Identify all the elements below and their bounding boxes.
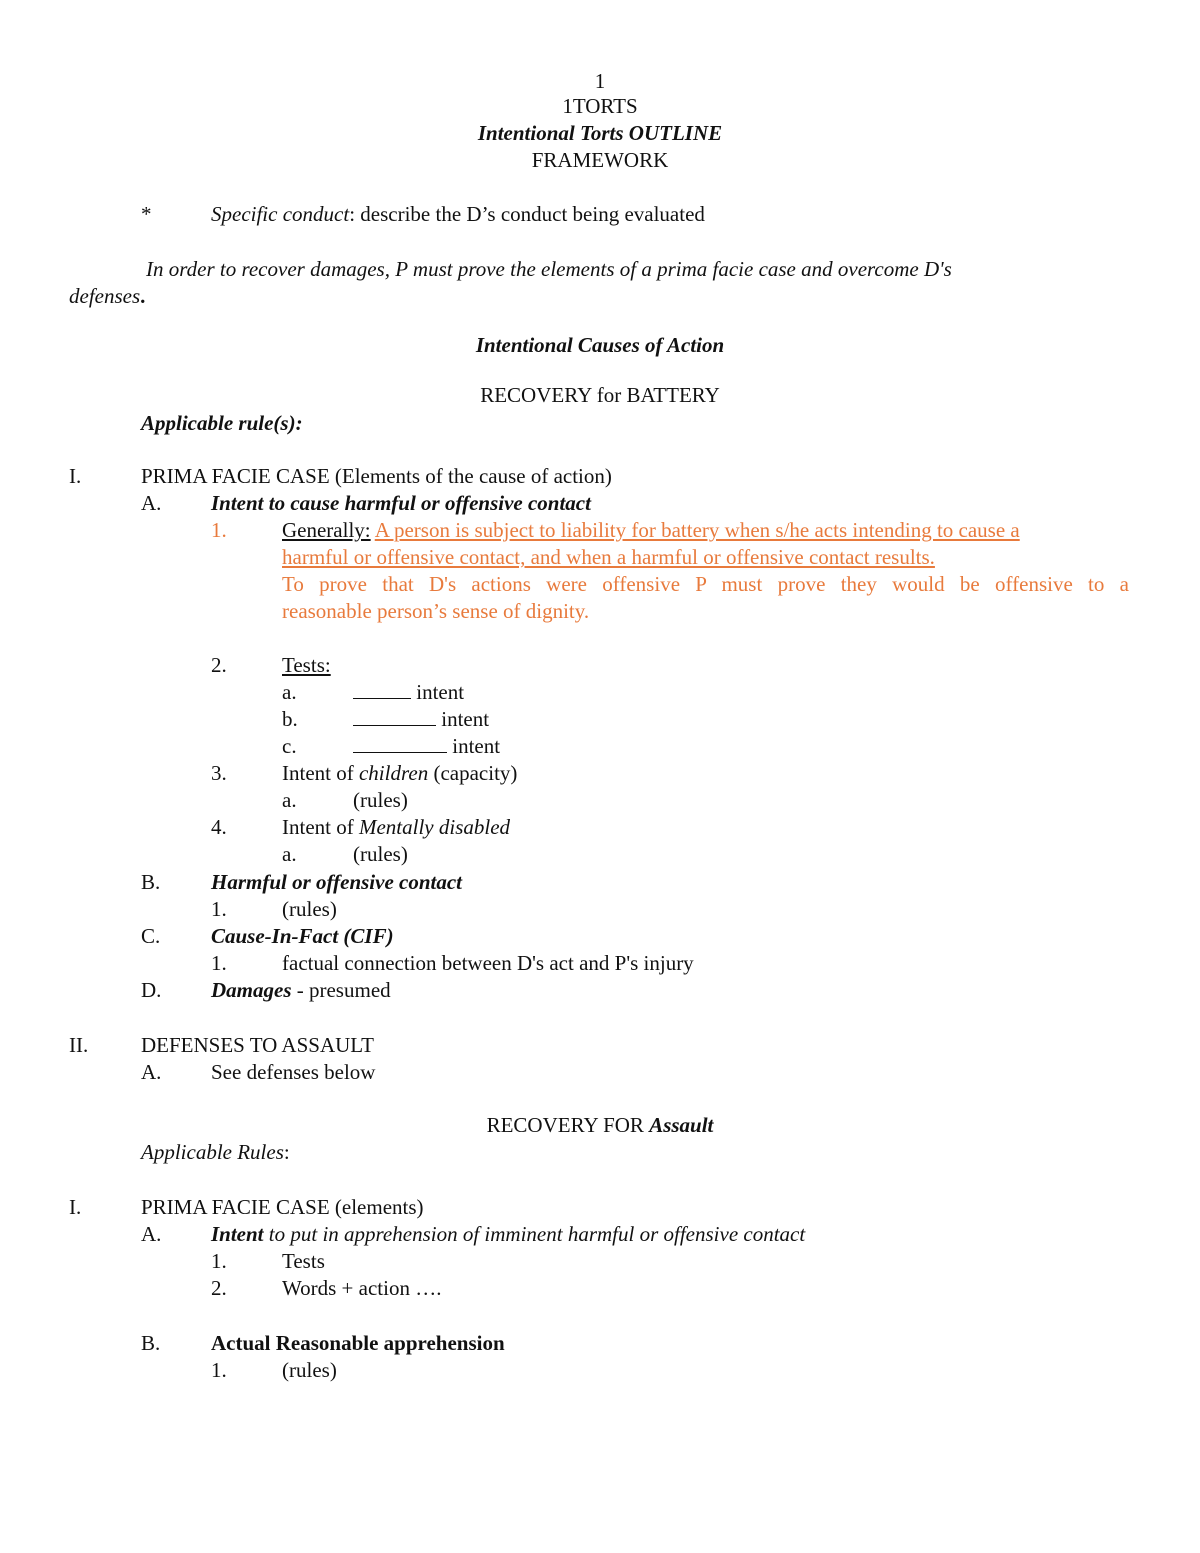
recover-period: . <box>140 284 146 308</box>
outline-num: 3. <box>211 761 227 785</box>
outline-num: A. <box>141 1222 162 1246</box>
outline-num: 1. <box>211 1358 227 1382</box>
outline-num: I. <box>69 1195 82 1219</box>
outline-num: II. <box>69 1033 89 1057</box>
assault-heading: RECOVERY FOR Assault <box>486 1113 714 1137</box>
outline-num: 2. <box>211 653 227 677</box>
rules-text: (rules) <box>353 788 408 812</box>
outline-num: B. <box>141 1331 161 1355</box>
test-text: intent <box>416 680 465 704</box>
rules-text: (rules) <box>282 1358 337 1382</box>
battery-applicable-rules: Applicable rule(s): <box>141 411 303 435</box>
battery-intent-heading: Intent to cause harmful or offensive contact <box>211 491 591 515</box>
prove-line-2: reasonable person’s sense of dignity. <box>282 599 590 623</box>
assault-tests: Tests <box>282 1249 325 1273</box>
apprehension-heading: Actual Reasonable apprehension <box>211 1331 505 1355</box>
test-text: intent <box>452 734 501 758</box>
intent-children: Intent of children (capacity) <box>282 761 518 785</box>
cif-heading: Cause-In-Fact (CIF) <box>211 924 394 948</box>
document-subtitle: Intentional Torts OUTLINE <box>477 121 723 145</box>
generally-text-2: harmful or offensive contact, and when a harmful or offensive contact results. <box>282 545 935 569</box>
outline-num: 2. <box>211 1276 227 1300</box>
outline-letter: c. <box>282 734 297 758</box>
defenses-heading: DEFENSES TO ASSAULT <box>141 1033 375 1057</box>
test-text: intent <box>441 707 490 731</box>
outline-num: D. <box>141 978 162 1002</box>
intent-mentally-disabled: Intent of Mentally disabled <box>282 815 511 839</box>
assault-applicable-rules: Applicable Rules: <box>141 1140 290 1164</box>
defenses-text: See defenses below <box>211 1060 376 1084</box>
generally-line-1 <box>282 517 1020 544</box>
page-number: 1 <box>594 69 606 93</box>
prove-line-1: To prove that D's actions were offensive P must prove they would be offensive to a <box>282 572 1129 596</box>
test-item <box>353 706 489 733</box>
document-title: 1TORTS <box>562 94 638 118</box>
generally-text-1: A person is subject to liability for battery when s/he acts intending to cause a <box>374 518 1020 542</box>
assault-prima-facie: PRIMA FACIE CASE (elements) <box>141 1195 424 1219</box>
outline-num: B. <box>141 870 161 894</box>
outline-letter: a. <box>282 788 297 812</box>
causes-heading: Intentional Causes of Action <box>475 333 725 357</box>
outline-letter: b. <box>282 707 298 731</box>
blank-line <box>353 680 411 699</box>
recover-line-2 <box>69 283 145 310</box>
test-item <box>353 679 464 706</box>
test-item <box>353 733 500 760</box>
outline-num: 1. <box>211 897 227 921</box>
battery-heading: RECOVERY for BATTERY <box>480 383 720 407</box>
cif-text: factual connection between D's act and P's injury <box>282 951 694 975</box>
outline-letter: a. <box>282 842 297 866</box>
outline-num: A. <box>141 491 162 515</box>
battery-prima-facie: PRIMA FACIE CASE (Elements of the cause of action) <box>141 464 612 488</box>
rules-text: (rules) <box>282 897 337 921</box>
blank-line <box>353 707 436 726</box>
section-heading: FRAMEWORK <box>531 148 669 172</box>
bullet: * <box>141 202 152 226</box>
specific-conduct-label: Specific conduct <box>211 202 350 226</box>
outline-num: 1. <box>211 1249 227 1273</box>
recover-defenses: defenses <box>69 284 141 308</box>
outline-num: 1. <box>211 951 227 975</box>
outline-num: A. <box>141 1060 162 1084</box>
harmful-contact-heading: Harmful or offensive contact <box>211 870 463 894</box>
outline-num: I. <box>69 464 82 488</box>
generally-label: Generally: <box>282 518 371 542</box>
outline-num: 1. <box>211 518 227 542</box>
specific-conduct-text: : describe the D’s conduct being evaluated <box>349 202 705 226</box>
assault-intent-line: Intent to put in apprehension of imminent harmful or offensive contact <box>211 1222 806 1246</box>
blank-line <box>353 734 447 753</box>
recover-line-1: In order to recover damages, P must prove the elements of a prima facie case and overcome D's <box>146 257 952 281</box>
outline-num: 4. <box>211 815 227 839</box>
tests-label: Tests: <box>282 653 331 677</box>
outline-letter: a. <box>282 680 297 704</box>
rules-text: (rules) <box>353 842 408 866</box>
specific-conduct-line <box>211 201 705 228</box>
assault-words-action: Words + action …. <box>282 1276 442 1300</box>
damages-line: Damages - presumed <box>211 978 391 1002</box>
outline-num: C. <box>141 924 161 948</box>
